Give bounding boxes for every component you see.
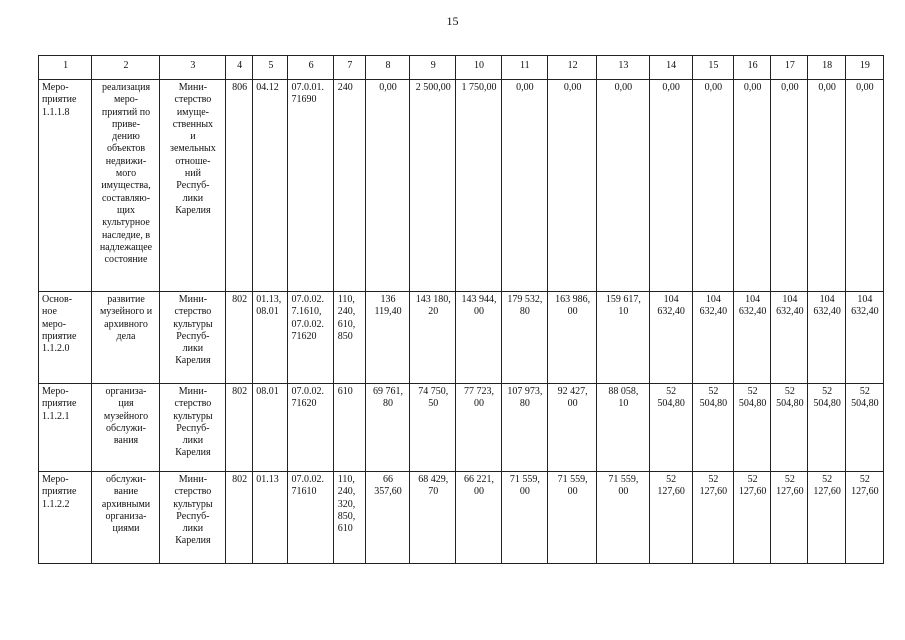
header-cell-col-7: 7	[333, 56, 365, 80]
table-cell-col-19: 104 632,40	[845, 292, 883, 384]
table-cell-col-7: 240	[333, 80, 365, 292]
table-cell-col-6: 07.0.02. 71620	[288, 384, 333, 472]
table-cell-col-13: 159 617, 10	[597, 292, 649, 384]
table-cell-col-18: 52 127,60	[808, 472, 845, 564]
table-cell-col-18: 52 504,80	[808, 384, 845, 472]
table-cell-col-9: 143 180, 20	[410, 292, 456, 384]
table-cell-col-4: 806	[226, 80, 253, 292]
table-cell-col-11: 107 973, 80	[501, 384, 547, 472]
table-cell-col-2: реализация меро- приятий по приве- дению объектов недвижи- мого имущества, составляю- щих культурное наследие, в надлежащее состояние	[92, 80, 159, 292]
table-cell-col-9: 74 750, 50	[410, 384, 456, 472]
table-cell-col-11: 71 559, 00	[501, 472, 547, 564]
header-cell-col-2: 2	[92, 56, 159, 80]
header-cell-col-1: 1	[39, 56, 92, 80]
page-number: 15	[446, 14, 459, 28]
header-cell-col-18: 18	[808, 56, 845, 80]
table-cell-col-16: 0,00	[734, 80, 771, 292]
header-cell-col-13: 13	[597, 56, 649, 80]
table-cell-col-14: 0,00	[649, 80, 692, 292]
header-cell-col-15: 15	[692, 56, 733, 80]
table-cell-col-11: 179 532, 80	[501, 292, 547, 384]
table-cell-col-4: 802	[226, 472, 253, 564]
table-cell-col-1: Меро- приятие 1.1.2.1	[39, 384, 92, 472]
table-cell-col-17: 52 504,80	[771, 384, 808, 472]
table-cell-col-4: 802	[226, 292, 253, 384]
table-cell-col-9: 2 500,00	[410, 80, 456, 292]
header-cell-col-10: 10	[456, 56, 501, 80]
table-cell-col-12: 92 427, 00	[547, 384, 596, 472]
table-cell-col-16: 104 632,40	[734, 292, 771, 384]
table-header-row	[39, 56, 884, 80]
header-cell-col-6: 6	[288, 56, 333, 80]
table-cell-col-6: 07.0.01. 71690	[288, 80, 333, 292]
table-cell-col-4: 802	[226, 384, 253, 472]
table-cell-col-8: 0,00	[365, 80, 409, 292]
table-cell-col-14: 104 632,40	[649, 292, 692, 384]
table-cell-col-19: 0,00	[845, 80, 883, 292]
table-cell-col-1: Основ- ное меро- приятие 1.1.2.0	[39, 292, 92, 384]
table-cell-col-16: 52 127,60	[734, 472, 771, 564]
table-cell-col-5: 01.13	[253, 472, 288, 564]
table-row	[39, 80, 884, 292]
header-cell-col-4: 4	[226, 56, 253, 80]
header-cell-col-3: 3	[159, 56, 225, 80]
table-cell-col-5: 04.12	[253, 80, 288, 292]
table-cell-col-13: 0,00	[597, 80, 649, 292]
table-cell-col-7: 110, 240, 320, 850, 610	[333, 472, 365, 564]
table-cell-col-15: 52 504,80	[692, 384, 733, 472]
table-cell-col-8: 136 119,40	[365, 292, 409, 384]
table-cell-col-14: 52 504,80	[649, 384, 692, 472]
table-cell-col-6: 07.0.02. 7.1610, 07.0.02. 71620	[288, 292, 333, 384]
table-cell-col-12: 163 986, 00	[547, 292, 596, 384]
table-cell-col-1: Меро- приятие 1.1.2.2	[39, 472, 92, 564]
table-cell-col-11: 0,00	[501, 80, 547, 292]
table-cell-col-9: 68 429, 70	[410, 472, 456, 564]
table-row	[39, 384, 884, 472]
table-cell-col-15: 104 632,40	[692, 292, 733, 384]
table-cell-col-12: 71 559, 00	[547, 472, 596, 564]
table-cell-col-5: 01.13, 08.01	[253, 292, 288, 384]
table-cell-col-16: 52 504,80	[734, 384, 771, 472]
table-cell-col-19: 52 127,60	[845, 472, 883, 564]
table-cell-col-18: 104 632,40	[808, 292, 845, 384]
table-cell-col-10: 1 750,00	[456, 80, 501, 292]
table-cell-col-13: 71 559, 00	[597, 472, 649, 564]
table-cell-col-5: 08.01	[253, 384, 288, 472]
table-cell-col-14: 52 127,60	[649, 472, 692, 564]
table-row	[39, 472, 884, 564]
header-cell-col-11: 11	[501, 56, 547, 80]
header-cell-col-12: 12	[547, 56, 596, 80]
table-cell-col-3: Мини- стерство имуще- ственных и земельных отноше- ний Респуб- лики Карелия	[159, 80, 225, 292]
table-cell-col-1: Меро- приятие 1.1.1.8	[39, 80, 92, 292]
table-cell-col-17: 104 632,40	[771, 292, 808, 384]
table-cell-col-2: развитие музейного и архивного дела	[92, 292, 159, 384]
header-cell-col-19: 19	[845, 56, 883, 80]
table-cell-col-8: 66 357,60	[365, 472, 409, 564]
header-cell-col-16: 16	[734, 56, 771, 80]
table-cell-col-3: Мини- стерство культуры Респуб- лики Карелия	[159, 384, 225, 472]
table-cell-col-18: 0,00	[808, 80, 845, 292]
table-cell-col-2: организа- ция музейного обслужи- вания	[92, 384, 159, 472]
table-row	[39, 292, 884, 384]
header-cell-col-5: 5	[253, 56, 288, 80]
table-cell-col-6: 07.0.02. 71610	[288, 472, 333, 564]
table-cell-col-3: Мини- стерство культуры Респуб- лики Карелия	[159, 472, 225, 564]
table-cell-col-19: 52 504,80	[845, 384, 883, 472]
table-cell-col-7: 610	[333, 384, 365, 472]
budget-table	[38, 55, 884, 564]
table-cell-col-10: 77 723, 00	[456, 384, 501, 472]
header-cell-col-9: 9	[410, 56, 456, 80]
table-cell-col-7: 110, 240, 610, 850	[333, 292, 365, 384]
table-cell-col-15: 0,00	[692, 80, 733, 292]
table-cell-col-10: 66 221, 00	[456, 472, 501, 564]
table-cell-col-13: 88 058, 10	[597, 384, 649, 472]
table-cell-col-3: Мини- стерство культуры Респуб- лики Карелия	[159, 292, 225, 384]
table-cell-col-15: 52 127,60	[692, 472, 733, 564]
table-cell-col-10: 143 944, 00	[456, 292, 501, 384]
table-cell-col-17: 52 127,60	[771, 472, 808, 564]
table-cell-col-8: 69 761, 80	[365, 384, 409, 472]
table-cell-col-2: обслужи- вание архивными организа- циями	[92, 472, 159, 564]
header-cell-col-17: 17	[771, 56, 808, 80]
table-cell-col-17: 0,00	[771, 80, 808, 292]
header-cell-col-8: 8	[365, 56, 409, 80]
header-cell-col-14: 14	[649, 56, 692, 80]
table-cell-col-12: 0,00	[547, 80, 596, 292]
